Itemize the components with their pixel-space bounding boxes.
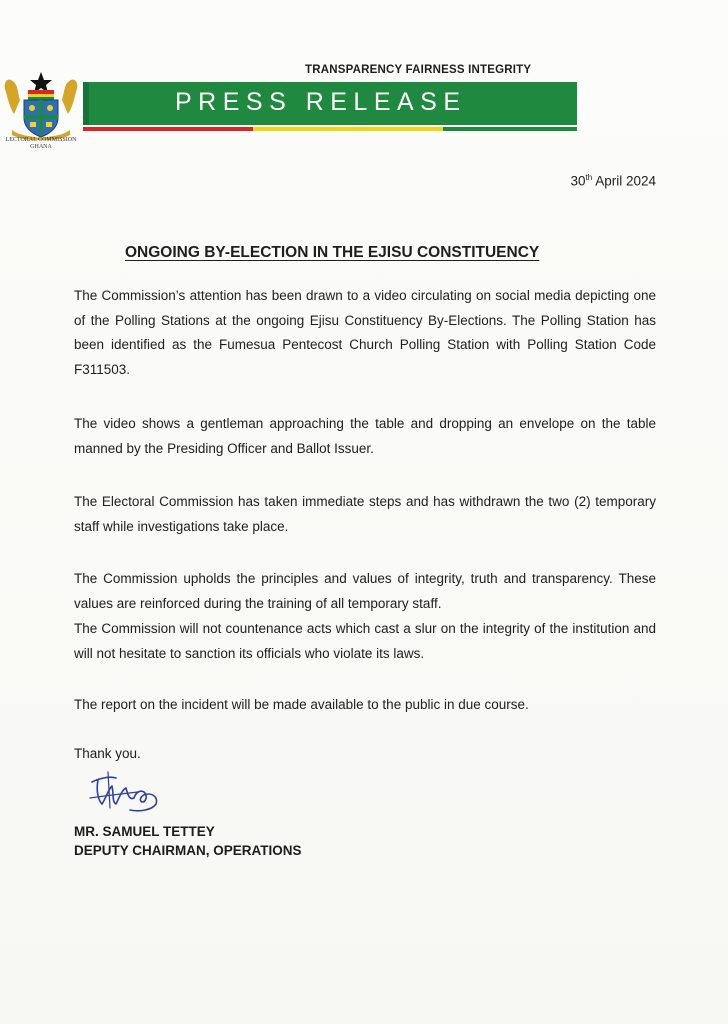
closing-thanks: Thank you. — [74, 746, 141, 761]
date-suffix: th — [585, 173, 593, 182]
signer-name: MR. SAMUEL TETTEY — [74, 824, 215, 839]
paragraph-sanctions: The Commission will not countenance acts which cast a slur on the integrity of the institution and will not hesitate to sanction its officials who violate its laws. — [74, 621, 656, 661]
signer-title: DEPUTY CHAIRMAN, OPERATIONS — [74, 843, 302, 858]
paragraph-attention: The Commission’s attention has been drawn to a video circulating on social media depicting one of the Polling Stations at the ongoing Ejisu Constituency By-Elections. The Polling Station has been identified as the Fumesua Pentecost Church Polling Station with Polling Station Code F311503. — [74, 288, 656, 377]
tagline: TRANSPARENCY FAIRNESS INTEGRITY — [305, 64, 532, 76]
paragraph-principles: The Commission upholds the principles and values of integrity, truth and transparency. These values are reinforced during the training of all temporary staff. — [74, 571, 656, 611]
release-heading: ONGOING BY-ELECTION IN THE EJISU CONSTITUENCY — [125, 244, 540, 261]
date-day: 30 — [570, 173, 586, 189]
flag-stripe-green — [443, 127, 577, 131]
handwritten-signature — [86, 768, 170, 818]
release-date — [571, 173, 657, 189]
paragraph-report: The report on the incident will be made available to the public in due course. — [74, 697, 529, 712]
paragraph-steps: The Electoral Commission has taken immediate steps and has withdrawn the two (2) temporary staff while investigations take place. — [74, 494, 656, 534]
flag-stripe-yellow — [253, 127, 443, 131]
banner-title: PRESS RELEASE — [175, 88, 467, 116]
logo-caption-line2: GHANA — [30, 144, 52, 150]
paragraph-video: The video shows a gentleman approaching the table and dropping an envelope on the table manned by the Presiding Officer and Ballot Issuer. — [74, 416, 656, 456]
date-rest: April 2024 — [592, 173, 656, 189]
logo-caption — [0, 137, 82, 151]
flag-stripe-red — [83, 127, 253, 131]
press-release-banner — [83, 82, 577, 125]
logo-caption-line1: LECTORAL COMMISSION — [5, 137, 77, 143]
